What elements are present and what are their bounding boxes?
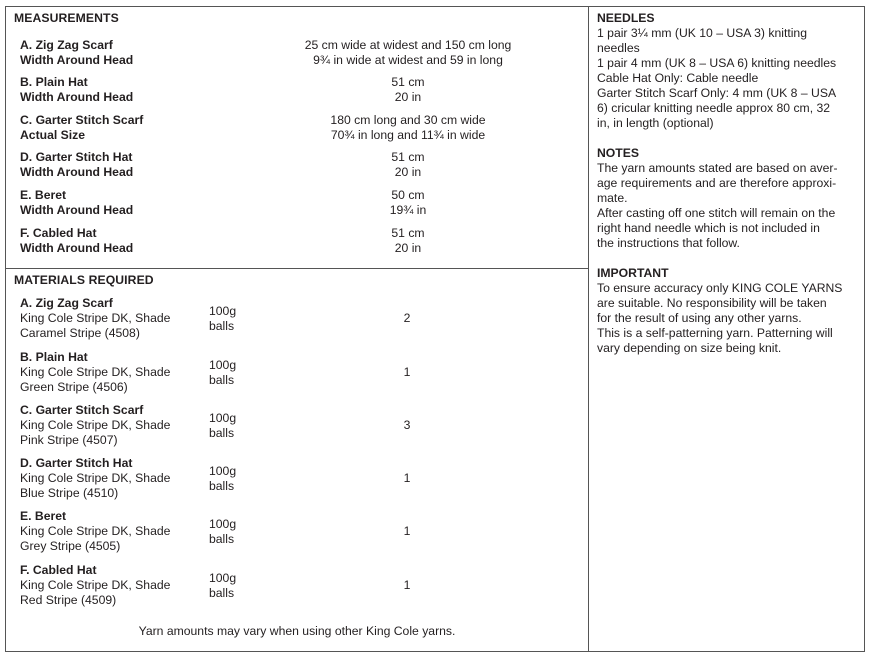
important-line: are suitable. No responsibility will be taken — [597, 296, 827, 310]
unit — [209, 517, 269, 547]
unit — [209, 571, 269, 601]
metric-value: 50 cm — [391, 188, 425, 202]
needles-text — [597, 26, 859, 131]
shade-line: Green Stripe (4506) — [20, 380, 128, 394]
unit — [209, 304, 269, 334]
measurement-values — [210, 150, 606, 180]
measurement-values — [210, 75, 606, 105]
unit-weight: 100g — [209, 411, 237, 425]
item-sub: Actual Size — [20, 128, 86, 142]
unit-weight: 100g — [209, 571, 237, 585]
needles-line: needles — [597, 41, 640, 55]
measurements-heading: MEASUREMENTS — [14, 11, 119, 25]
yarn-line: King Cole Stripe DK, Shade — [20, 578, 171, 592]
item-name: B. Plain Hat — [20, 350, 88, 364]
measurement-values — [210, 113, 606, 143]
imperial-value: 70¾ in long and 11¾ in wide — [330, 128, 486, 142]
unit-type: balls — [209, 586, 235, 600]
material-label — [20, 296, 205, 341]
item-sub: Width Around Head — [20, 203, 134, 217]
material-label — [20, 403, 205, 448]
item-name: A. Zig Zag Scarf — [20, 296, 113, 310]
quantity: 1 — [403, 365, 411, 379]
notes-line: right hand needle which is not included in — [597, 221, 820, 235]
unit-type: balls — [209, 426, 235, 440]
important-line: for the result of using any other yarns. — [597, 311, 802, 325]
yarn-line: King Cole Stripe DK, Shade — [20, 471, 171, 485]
item-sub: Width Around Head — [20, 241, 134, 255]
notes-line: The yarn amounts stated are based on aver- — [597, 161, 838, 175]
unit-weight: 100g — [209, 464, 237, 478]
metric-value: 51 cm — [391, 226, 425, 240]
metric-value: 180 cm long and 30 cm wide — [330, 113, 486, 127]
unit-weight: 100g — [209, 358, 237, 372]
notes-line: the instructions that follow. — [597, 236, 740, 250]
important-line: vary depending on size being knit. — [597, 341, 782, 355]
metric-value: 25 cm wide at widest and 150 cm long — [304, 38, 512, 52]
shade-line: Grey Stripe (4505) — [20, 539, 121, 553]
measurement-label — [20, 75, 210, 105]
measurement-values — [210, 38, 606, 68]
unit-type: balls — [209, 319, 235, 333]
quantity: 1 — [403, 578, 411, 592]
needles-line: 1 pair 4 mm (UK 8 – USA 6) knitting needles — [597, 56, 837, 70]
item-name: F. Cabled Hat — [20, 226, 97, 240]
unit-type: balls — [209, 373, 235, 387]
material-label — [20, 509, 205, 554]
unit-weight: 100g — [209, 304, 237, 318]
needles-line: 6) cricular knitting needle approx 80 cm, 32 — [597, 101, 831, 115]
imperial-value: 20 in — [394, 165, 422, 179]
measurement-label — [20, 38, 210, 68]
material-label — [20, 563, 205, 608]
needles-line: Cable Hat Only: Cable needle — [597, 71, 759, 85]
measurement-label — [20, 188, 210, 218]
notes-text — [597, 161, 859, 251]
yarn-footnote: Yarn amounts may vary when using other King Cole yarns. — [138, 624, 456, 638]
notes-line: age requirements and are therefore approxi- — [597, 176, 837, 190]
yarn-line: King Cole Stripe DK, Shade — [20, 311, 171, 325]
imperial-value: 20 in — [394, 90, 422, 104]
unit — [209, 358, 269, 388]
metric-value: 51 cm — [391, 150, 425, 164]
metric-value: 51 cm — [391, 75, 425, 89]
measurement-label — [20, 113, 210, 143]
imperial-value: 20 in — [394, 241, 422, 255]
unit-type: balls — [209, 532, 235, 546]
item-name: A. Zig Zag Scarf — [20, 38, 113, 52]
measurement-label — [20, 150, 210, 180]
item-sub: Width Around Head — [20, 90, 134, 104]
important-heading: IMPORTANT — [597, 266, 669, 280]
important-line: To ensure accuracy only KING COLE YARNS — [597, 281, 843, 295]
material-label — [20, 350, 205, 395]
item-name: E. Beret — [20, 509, 67, 523]
unit-type: balls — [209, 479, 235, 493]
unit-weight: 100g — [209, 517, 237, 531]
yarn-line: King Cole Stripe DK, Shade — [20, 524, 171, 538]
item-sub: Width Around Head — [20, 165, 134, 179]
shade-line: Blue Stripe (4510) — [20, 486, 119, 500]
shade-line: Pink Stripe (4507) — [20, 433, 118, 447]
quantity: 1 — [403, 471, 411, 485]
needles-line: in, in length (optional) — [597, 116, 714, 130]
item-name: E. Beret — [20, 188, 67, 202]
item-sub: Width Around Head — [20, 53, 134, 67]
notes-heading: NOTES — [597, 146, 639, 160]
important-text — [597, 281, 859, 356]
unit — [209, 411, 269, 441]
imperial-value: 19¾ in — [389, 203, 427, 217]
needles-line: Garter Stitch Scarf Only: 4 mm (UK 8 – USA — [597, 86, 837, 100]
notes-line: mate. — [597, 191, 628, 205]
materials-heading: MATERIALS REQUIRED — [14, 273, 154, 287]
measurement-label — [20, 226, 210, 256]
unit — [209, 464, 269, 494]
notes-line: After casting off one stitch will remain on the — [597, 206, 836, 220]
item-name: C. Garter Stitch Scarf — [20, 113, 144, 127]
yarn-line: King Cole Stripe DK, Shade — [20, 365, 171, 379]
shade-line: Caramel Stripe (4508) — [20, 326, 140, 340]
important-section — [597, 266, 859, 356]
item-name: D. Garter Stitch Hat — [20, 456, 133, 470]
measurement-values — [210, 188, 606, 218]
quantity: 1 — [403, 524, 411, 538]
quantity: 3 — [403, 418, 411, 432]
shade-line: Red Stripe (4509) — [20, 593, 117, 607]
needles-heading: NEEDLES — [597, 11, 655, 25]
item-name: F. Cabled Hat — [20, 563, 97, 577]
yarn-line: King Cole Stripe DK, Shade — [20, 418, 171, 432]
notes-section — [597, 146, 859, 251]
important-line: This is a self-patterning yarn. Patterning will — [597, 326, 833, 340]
item-name: C. Garter Stitch Scarf — [20, 403, 144, 417]
imperial-value: 9¾ in wide at widest and 59 in long — [313, 53, 503, 67]
quantity: 2 — [403, 311, 411, 325]
measurement-values — [210, 226, 606, 256]
needles-line: 1 pair 3¼ mm (UK 10 – USA 3) knitting — [597, 26, 807, 40]
needles-section — [597, 11, 859, 131]
section-divider — [5, 268, 589, 269]
material-label — [20, 456, 205, 501]
item-name: D. Garter Stitch Hat — [20, 150, 133, 164]
item-name: B. Plain Hat — [20, 75, 88, 89]
